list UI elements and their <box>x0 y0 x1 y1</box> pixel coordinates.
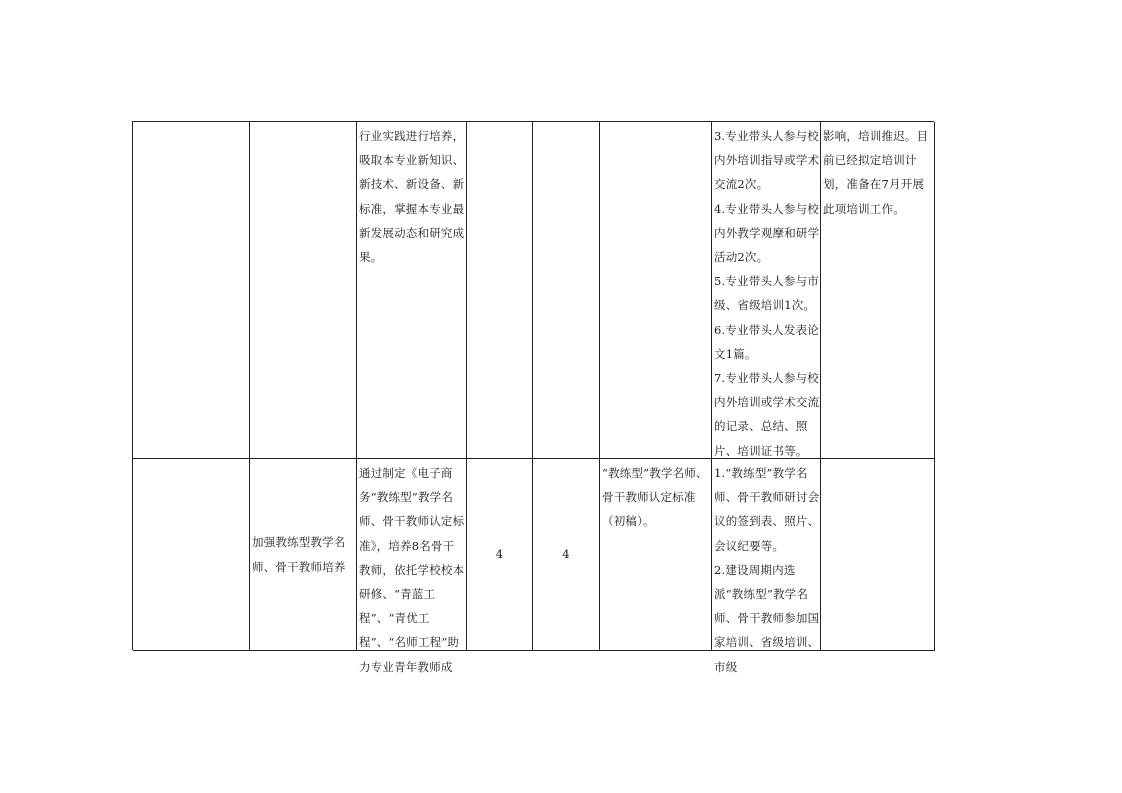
r2-achieved-text: “教练型”教学名师、骨干教师认定标准（初稿）。 <box>602 466 708 529</box>
r1-measure-text: 行业实践进行培养，吸取本专业新知识、新技术、新设备、新标准，掌握本专业最新发展动态和研究成果。 <box>359 129 465 265</box>
r1-task-cell <box>250 122 357 459</box>
r2-outcomes-text: 1.“教练型”教学名师、骨干教师研讨会议的签到表、照片、会议纪要等。 2.建设周期内选派“教练型”教学名师、骨干教师参加国家培训、省级培训、市级 <box>714 466 820 674</box>
r1-category-cell <box>133 122 250 459</box>
r2-task-text: 加强教练型教学名师、骨干教师培养 <box>252 535 346 574</box>
r1-achieved-cell <box>600 122 712 459</box>
r2-completed-cell <box>533 459 600 651</box>
r2-remarks-text <box>821 459 934 461</box>
r2-achieved-cell <box>600 459 712 651</box>
r2-remarks-cell <box>821 459 935 651</box>
r2-measure-cell <box>357 459 467 674</box>
r2-planned-value: 4 <box>495 547 504 562</box>
r2-measure-text: 通过制定《电子商务“教练型”教学名师、骨干教师认定标准》，培养8名骨干教师，依托学校校本研修、“青蓝工程”、“青优工程”、“名师工程”助力专业青年教师成 <box>359 466 465 674</box>
r1-measure-cell <box>357 122 467 459</box>
r1-remarks-text: 影响，培训推迟。目前已经拟定培训计划，准备在7月开展此项培训工作。 <box>823 129 929 216</box>
r2-outcomes-cell <box>712 459 821 674</box>
r1-completed-cell <box>533 122 600 459</box>
r1-remarks-cell <box>821 122 935 459</box>
r2-completed-value: 4 <box>562 547 570 562</box>
project-table <box>132 121 934 674</box>
r2-planned-cell <box>467 459 533 651</box>
r2-category-cell <box>133 459 250 651</box>
r1-outcomes-cell <box>712 122 821 459</box>
r2-task-cell <box>250 459 357 651</box>
r1-outcomes-text: 3.专业带头人参与校内外培训指导或学术交流2次。 4.专业带头人参与校内外教学观摩和研学活动2次。 5.专业带头人参与市级、省级培训1次。 6.专业带头人发表论文1篇。 7.专业带头人参与校内外培训或学术交流的记录、总结、照片、培训证书等。 <box>714 129 820 458</box>
r1-planned-cell <box>467 122 533 459</box>
